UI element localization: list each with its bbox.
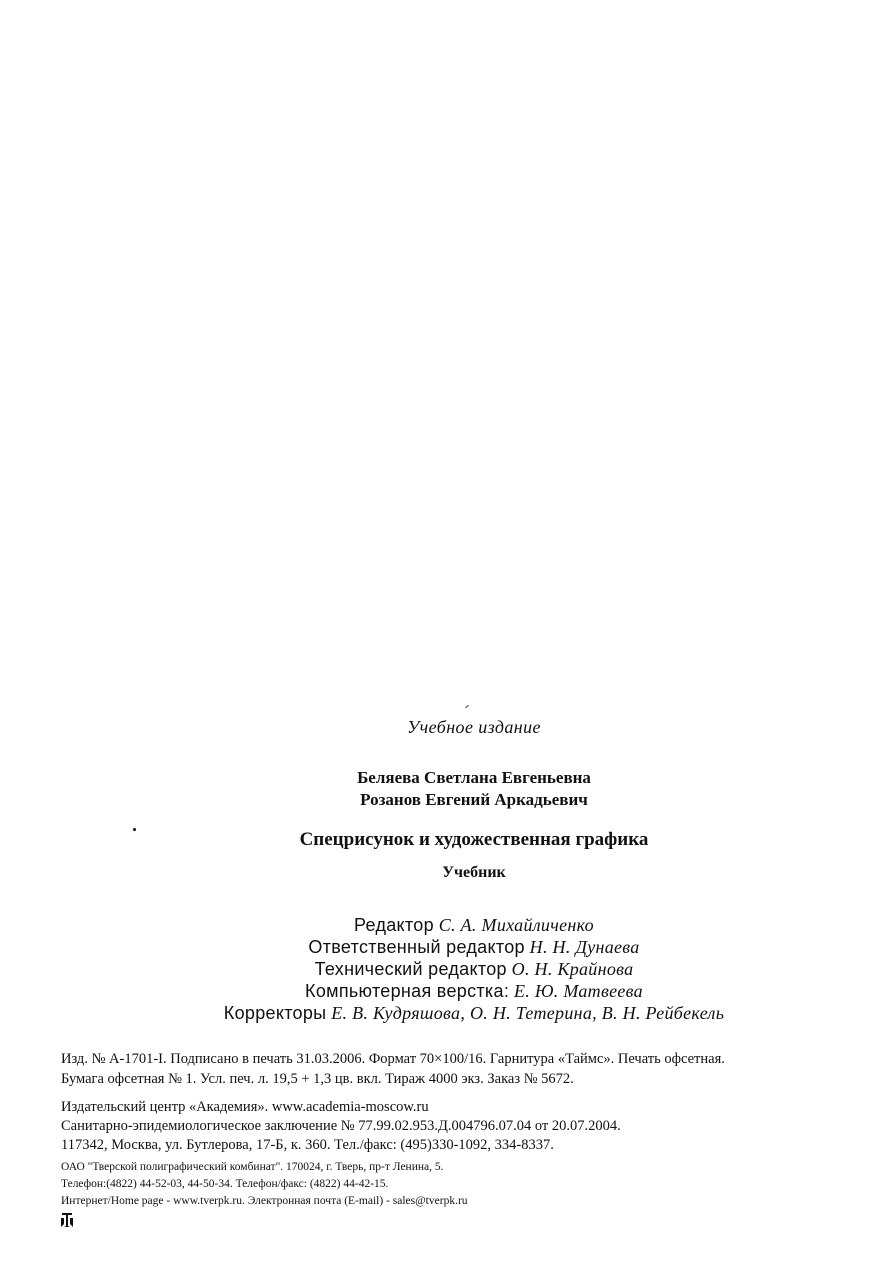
printer-line-2: Телефон:(4822) 44-52-03, 44-50-34. Телефон/факс: (4822) 44-42-15. — [61, 1178, 389, 1190]
credit-editor — [0, 914, 876, 936]
credit-role: Ответственный редактор — [308, 937, 525, 957]
publisher-line-3: 117342, Москва, ул. Бутлерова, 17-Б, к. 360. Тел./факс: (495)330-1092, 334-8337. — [61, 1137, 554, 1153]
credit-role: Корректоры — [223, 1003, 327, 1023]
credit-names: О. Н. Крайнова — [511, 959, 634, 979]
credit-role: Технический редактор — [314, 959, 507, 979]
credit-responsible-editor — [0, 936, 876, 958]
imprint-line-1: Изд. № А-1701-I. Подписано в печать 31.03.2006. Формат 70×100/16. Гарнитура «Таймс». Печать офсетная. — [61, 1051, 725, 1067]
imprint-line-2: Бумага офсетная № 1. Усл. печ. л. 19,5 + 1,3 цв. вкл. Тираж 4000 экз. Заказ № 5672. — [61, 1071, 574, 1087]
credit-names: С. А. Михайличенко — [438, 915, 594, 935]
author-1: Беляева Светлана Евгеньевна — [357, 768, 591, 787]
series-label: Учебное издание — [407, 717, 541, 737]
credit-names: Е. В. Кудряшова, О. Н. Тетерина, В. Н. Рейбекель — [331, 1003, 725, 1023]
credit-names: Е. Ю. Матвеева — [513, 981, 643, 1001]
stray-mark — [465, 705, 469, 709]
book-type: Учебник — [442, 864, 506, 881]
publisher-line-2: Санитарно-эпидемиологическое заключение № 77.99.02.953.Д.004796.07.04 от 20.07.2004. — [61, 1118, 621, 1134]
credit-proofreaders — [0, 1002, 876, 1024]
book-title: Спецрисунок и художественная графика — [299, 829, 649, 850]
credit-technical-editor — [0, 958, 876, 980]
printer-line-3: Интернет/Home page - www.tverpk.ru. Электронная почта (E-mail) - sales@tverpk.ru — [61, 1195, 468, 1207]
credit-layout — [0, 980, 876, 1002]
publisher-line-1: Издательский центр «Академия». www.academia-moscow.ru — [61, 1099, 429, 1115]
credit-role: Компьютерная верстка: — [305, 981, 510, 1001]
credit-names: Н. Н. Дунаева — [529, 937, 640, 957]
author-2: Розанов Евгений Аркадьевич — [360, 790, 588, 809]
printer-line-1: ОАО "Тверской полиграфический комбинат". 170024, г. Тверь, пр-т Ленина, 5. — [61, 1161, 444, 1173]
tverpk-logo-icon — [60, 1212, 74, 1228]
credit-role: Редактор — [354, 915, 434, 935]
